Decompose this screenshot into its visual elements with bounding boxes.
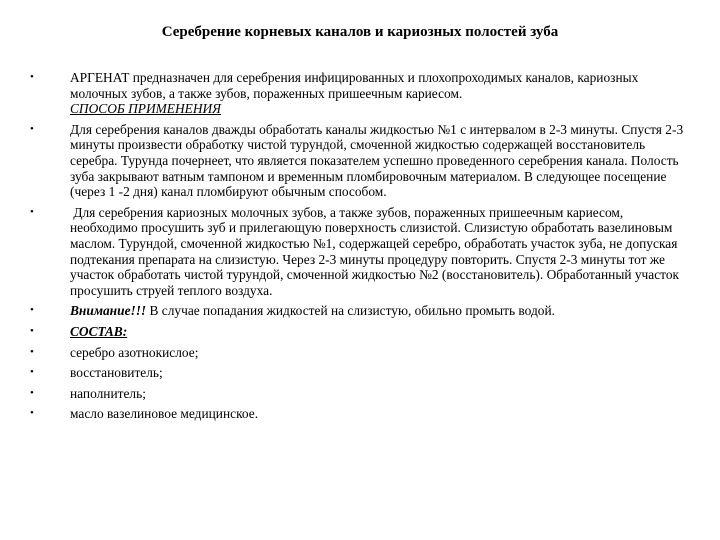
list-item [28,205,694,299]
bullet-icon: • [30,386,34,399]
item-text: АРГЕНАТ предназначен для серебрения инфицированных и плохопроходимых каналов, кариозных молочных зубов, а также зубов, пораженных пришеечным кариесом. [70,70,639,101]
bullet-icon: • [30,71,34,83]
item-text: серебро азотнокислое; [70,344,199,360]
item-text: наполнитель; [70,385,146,401]
item-text: В случае попадания жидкостей на слизистую, обильно промыть водой. [146,303,555,319]
bullet-icon: • [30,304,34,317]
list-item [28,365,694,381]
list-item [28,70,694,117]
list-item [28,345,694,361]
item-text: Для серебрения каналов дважды обработать каналы жидкостью №1 с интервалом в 2-3 минуты. Спустя 2-3 минуты произвести обработку чистой турундой, смоченной жидкостью содержащей восстановитель серебра. Турунда почернеет, что является показателем успешно проведенного серебрения канала. Полость зуба закрывают ватным тампоном и временным пломбировочным материалом. В следующее посещение (через 1 -2 дня) канал пломбируют обычным способом. [70,121,684,200]
bullet-icon: • [30,122,34,135]
list-item [28,406,694,422]
bullet-icon: • [30,407,34,420]
page-title: Серебрение корневых каналов и кариозных полостей зуба [161,24,559,40]
bullet-icon: • [30,205,34,218]
bullet-list [28,70,694,427]
list-item [28,122,694,200]
list-item [28,324,694,340]
list-item [28,386,694,402]
composition-heading: СОСТАВ: [70,323,128,339]
bullet-icon: • [30,324,34,337]
item-text: Для серебрения кариозных молочных зубов, а также зубов, пораженных пришеечным кариесом, необходимо просушить зуб и прилегающую поверхность слизистой. Слизистую обработать вазелиновым маслом. Турундой, смоченной жидкостью №1, содержащей серебро, обработать участок зуба, не допуская подтекания препарата на слизистую. Через 2-3 минуты процедуру повторить. Спустя 2-3 минуты тот же участок обработать чистой турундой, смоченной жидкостью №2 (восстановитель). Обработанный участок просушить струей теплого воздуха. [70,204,683,298]
item-text: восстановитель; [70,365,163,381]
warning-label: Внимание!!! [70,303,147,319]
list-item [28,303,694,319]
bullet-icon: • [30,366,34,379]
subheading-method: СПОСОБ ПРИМЕНЕНИЯ [70,101,221,117]
bullet-icon: • [30,345,34,358]
item-text: масло вазелиновое медицинское. [70,406,259,422]
